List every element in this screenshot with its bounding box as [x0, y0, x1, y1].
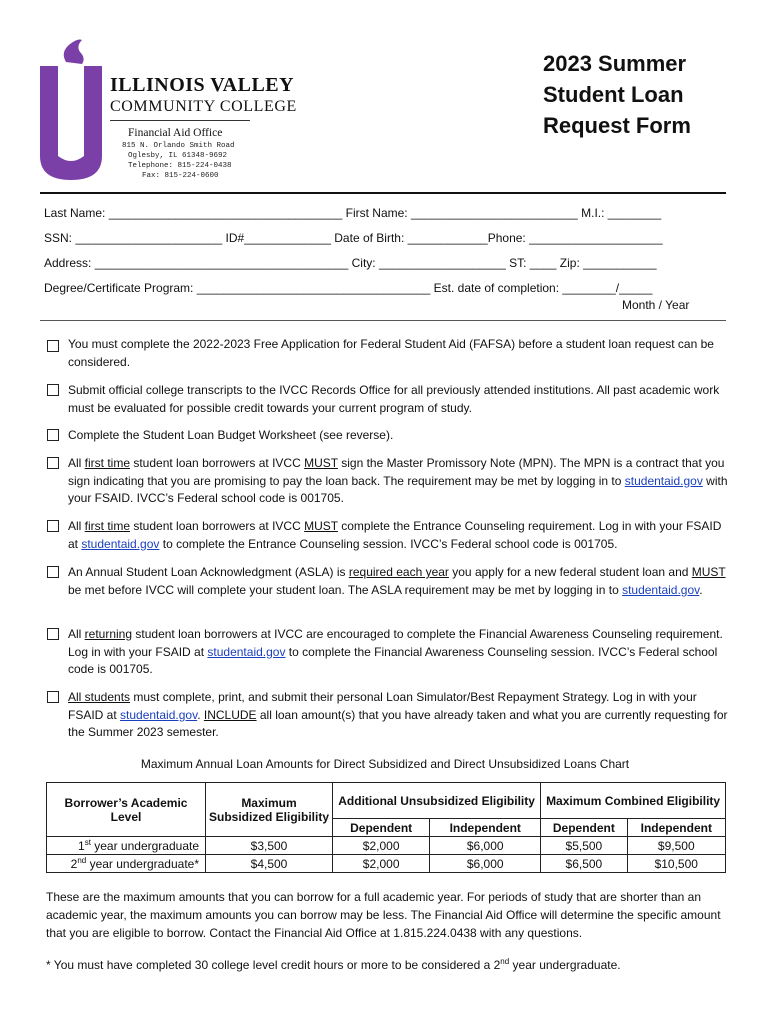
level-cell: 1st year undergraduate — [47, 837, 206, 855]
table-row — [47, 837, 726, 855]
checkbox-budget-worksheet[interactable] — [47, 429, 59, 441]
footnote: * You must have completed 30 college level credit hours or more to be considered a 2nd year undergraduate. — [46, 957, 621, 972]
header-subsidized: Maximum Subsidized Eligibility — [206, 783, 333, 837]
subsidized-cell: $4,500 — [206, 855, 333, 873]
comb-dependent-cell: $5,500 — [541, 837, 627, 855]
studentaid-link[interactable]: studentaid.gov — [622, 582, 700, 597]
header-academic-level: Borrower’s Academic Level — [47, 783, 206, 837]
comb-independent-cell: $9,500 — [627, 837, 725, 855]
checkbox-transcripts[interactable] — [47, 384, 59, 396]
header-combined: Maximum Combined Eligibility — [541, 783, 726, 819]
checkbox-fafsa[interactable] — [47, 340, 59, 352]
studentaid-link[interactable]: studentaid.gov — [81, 536, 160, 551]
header-dependent: Dependent — [333, 819, 430, 837]
checklist-item-fafsa: You must complete the 2022-2023 Free Application for Federal Student Aid (FAFSA) before a student loan request can be considered. — [68, 337, 714, 369]
studentaid-link[interactable]: studentaid.gov — [120, 707, 198, 722]
form-title-line2: Student Loan — [543, 82, 684, 107]
logo-address-line: Telephone: 815-224-0438 — [128, 162, 232, 170]
college-logo — [38, 38, 104, 180]
level-cell: 2nd year undergraduate* — [47, 855, 206, 873]
table-row — [47, 855, 726, 873]
checklist-item-loan-simulator: All students must complete, print, and submit their personal Loan Simulator/Best Repayment Strategy. Log in with your FSAID at studentaid.gov. INCLUDE all loan amount(s) that you have already taken and what you are currently requesting for the Summer 2023 semester. — [68, 690, 728, 739]
loan-chart-caption: Maximum Annual Loan Amounts for Direct Subsidized and Direct Unsubsidized Loans Chart — [140, 757, 630, 771]
header-independent: Independent — [430, 819, 541, 837]
logo-address-line: Fax: 815-224-0600 — [142, 172, 219, 180]
header-divider — [40, 192, 726, 194]
comb-independent-cell: $10,500 — [627, 855, 725, 873]
checkbox-financial-awareness[interactable] — [47, 628, 59, 640]
comb-dependent-cell: $6,500 — [541, 855, 627, 873]
program-fields-row[interactable]: Degree/Certificate Program: ___________________________________ Est. date of completion: ________/_____ — [44, 281, 653, 295]
fields-divider — [40, 320, 726, 321]
checklist-item-mpn: All first time student loan borrowers at IVCC MUST sign the Master Promissory Note (MPN). The MPN is a contract that you sign indicating that you are promising to pay the loan back. The requirement may be met by logging in to studentaid.gov with your FSAID. IVCC’s Federal school code is 001705. — [68, 456, 728, 505]
logo-name-line1: ILLINOIS VALLEY — [110, 74, 295, 96]
id-fields-row[interactable]: SSN: ______________________ ID#_____________ Date of Birth: ____________Phone: ____________________ — [44, 231, 663, 245]
add-dependent-cell: $2,000 — [333, 855, 430, 873]
subsidized-cell: $3,500 — [206, 837, 333, 855]
studentaid-link[interactable]: studentaid.gov — [624, 473, 703, 488]
checklist-item-financial-awareness: All returning student loan borrowers at IVCC are encouraged to complete the Financial Awareness Counseling requirement. Log in with your FSAID at studentaid.gov to complete the Financial Awareness Counseling session. IVCC’s Federal school code is 001705. — [68, 627, 723, 676]
month-year-label: Month / Year — [622, 298, 690, 312]
add-independent-cell: $6,000 — [430, 855, 541, 873]
loan-limits-table — [46, 782, 726, 873]
checkbox-mpn[interactable] — [47, 457, 59, 469]
logo-divider — [110, 120, 250, 121]
loan-limits-explanation: These are the maximum amounts that you can borrow for a full academic year. For periods of study that are shorter than an academic year, the maximum amounts you can borrow may be less. The Financial Aid Office will determine the specific amount that you are eligible to borrow. Contact the Financial Aid Office at 1.815.224.0438 with any questions. — [46, 890, 721, 940]
logo-address-line: Oglesby, IL 61348-9692 — [128, 152, 228, 160]
form-title-line1: 2023 Summer — [543, 51, 687, 76]
checkbox-entrance-counseling[interactable] — [47, 520, 59, 532]
header-additional-unsubsidized: Additional Unsubsidized Eligibility — [333, 783, 541, 819]
checklist-item-entrance-counseling: All first time student loan borrowers at IVCC MUST complete the Entrance Counseling requirement. Log in with your FSAID at studentaid.gov to complete the Entrance Counseling session. IVCC’s Federal school code is 001705. — [68, 519, 722, 551]
address-fields-row[interactable]: Address: ______________________________________ City: ___________________ ST: ____ Zip: ___________ — [44, 256, 657, 270]
add-independent-cell: $6,000 — [430, 837, 541, 855]
checklist-item-transcripts: Submit official college transcripts to the IVCC Records Office for all previously attended institutions. All past academic work must be evaluated for possible credit towards your current program of study. — [68, 383, 720, 415]
checkbox-asla[interactable] — [47, 566, 59, 578]
checkbox-loan-simulator[interactable] — [47, 691, 59, 703]
logo-office: Financial Aid Office — [128, 127, 223, 139]
logo-address-line: 815 N. Orlando Smith Road — [122, 142, 235, 150]
logo-name-line2: COMMUNITY COLLEGE — [110, 98, 297, 115]
add-dependent-cell: $2,000 — [333, 837, 430, 855]
header-dependent: Dependent — [541, 819, 627, 837]
header-independent: Independent — [627, 819, 725, 837]
name-fields-row[interactable]: Last Name: ___________________________________ First Name: _________________________ M.I.: ________ — [44, 206, 662, 220]
checklist-item-asla: An Annual Student Loan Acknowledgment (ASLA) is required each year you apply for a new federal student loan and MUST be met before IVCC will complete your student loan. The ASLA requirement may be met by logging in to studentaid.gov. — [68, 565, 726, 597]
checklist-item-budget-worksheet: Complete the Student Loan Budget Worksheet (see reverse). — [68, 428, 394, 442]
studentaid-link[interactable]: studentaid.gov — [207, 644, 286, 659]
form-title-line3: Request Form — [543, 113, 691, 138]
